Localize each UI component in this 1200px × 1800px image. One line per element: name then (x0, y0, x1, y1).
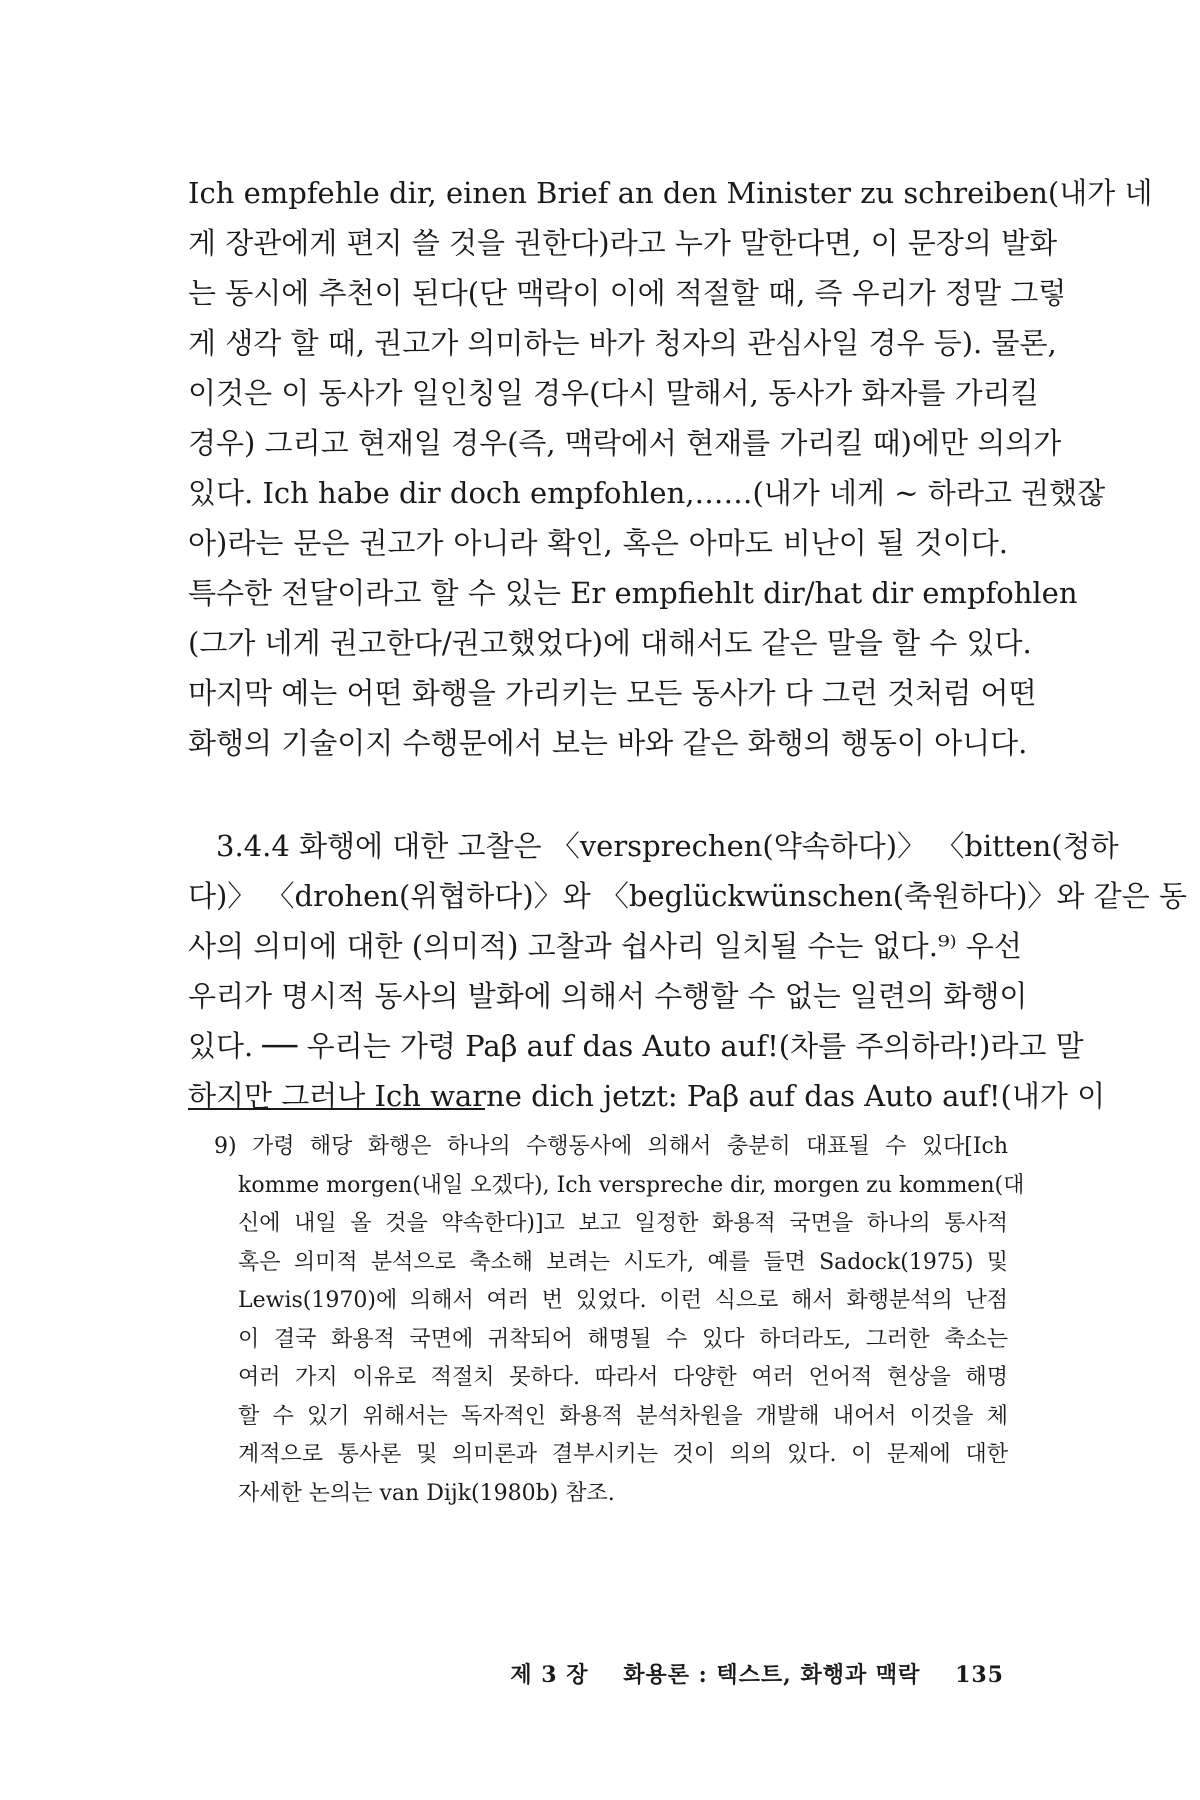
text-line: Ich empfehle dir, einen Brief an den Minister zu schreiben(내가 네 (188, 176, 1153, 210)
text-line: 우리가 명시적 동사의 발화에 의해서 수행할 수 없는 일련의 화행이 (188, 979, 1028, 1013)
chapter-label: 제 3 장 (510, 1662, 589, 1688)
footnote-line: 이 결국 화용적 국면에 귀착되어 해명될 수 있다 하더라도, 그러한 축소는 (238, 1326, 1008, 1352)
text-line: (그가 네게 권고한다/권고했었다)에 대해서도 같은 말을 할 수 있다. (188, 626, 1032, 660)
text-line: 게 장관에게 편지 쓸 것을 권한다)라고 누가 말한다면, 이 문장의 발화 (188, 226, 1058, 260)
paragraph-2 (188, 821, 1187, 1121)
page-number: 135 (955, 1662, 1004, 1688)
text-line: 는 동시에 추천이 된다(단 맥락이 이에 적절할 때, 즉 우리가 정말 그렇 (188, 276, 1067, 310)
running-footer (510, 1658, 1004, 1689)
footnote-line: 혹은 의미적 분석으로 축소해 보려는 시도가, 예를 들면 Sadock(1975) 및 (238, 1249, 1008, 1275)
text-line: 경우) 그리고 현재일 경우(즉, 맥락에서 현재를 가리킬 때)에만 의의가 (188, 426, 1062, 460)
chapter-title: 화용론 : 텍스트, 화행과 맥락 (623, 1662, 921, 1688)
text-line: 마지막 예는 어떤 화행을 가리키는 모든 동사가 다 그런 것처럼 어떤 (188, 676, 1037, 710)
text-line: 게 생각 할 때, 권고가 의미하는 바가 청자의 관심사일 경우 등). 물론, (188, 326, 1057, 360)
text-line: 아)라는 문은 권고가 아니라 확인, 혹은 아마도 비난이 될 것이다. (188, 526, 1008, 560)
footnote-9 (214, 1128, 1025, 1513)
footnote-line: 할 수 있기 위해서는 독자적인 화용적 분석차원을 개발해 내어서 이것을 체 (238, 1403, 1008, 1429)
footnote-body (214, 1167, 1025, 1514)
footnote-line: 계적으로 통사론 및 의미론과 결부시키는 것이 의의 있다. 이 문제에 대한 (238, 1442, 1008, 1467)
footnote-line: Lewis(1970)에 의해서 여러 번 있었다. 이런 식으로 해서 화행분석의 난점 (238, 1288, 1008, 1313)
footnote-divider (188, 1108, 485, 1110)
text-line: 있다. Ich habe dir doch empfohlen,……(내가 네게 ~ 하라고 권했잖 (188, 476, 1106, 510)
paragraph-1 (188, 168, 1153, 768)
text-line: 하지만 그러나 Ich warne dich jetzt: Paβ auf das Auto auf!(내가 이 (188, 1079, 1106, 1113)
text-line: 있다. ── 우리는 가령 Paβ auf das Auto auf!(차를 주의하라!)라고 말 (188, 1029, 1084, 1063)
footnote-line: 여러 가지 이유로 적절치 못하다. 따라서 다양한 여러 언어적 현상을 해명 (238, 1365, 1008, 1390)
text-line: 화행의 기술이지 수행문에서 보는 바와 같은 화행의 행동이 아니다. (188, 726, 1028, 760)
footnote-marker: 9) (214, 1134, 237, 1159)
footnote-line: komme morgen(내일 오겠다), Ich verspreche dir, morgen zu kommen(대 (238, 1172, 1025, 1198)
text-line: 다)〉 〈drohen(위협하다)〉와 〈beglückwünschen(축원하다)〉와 같은 동 (188, 879, 1187, 913)
text-line: 특수한 전달이라고 할 수 있는 Er empfiehlt dir/hat dir empfohlen (188, 576, 1078, 610)
text-line: 이것은 이 동사가 일인칭일 경우(다시 말해서, 동사가 화자를 가리킬 (188, 376, 1039, 410)
footnote-line: 신에 내일 올 것을 약속한다)]고 보고 일정한 화용적 국면을 하나의 통사적 (238, 1211, 1008, 1236)
text-line: 사의 의미에 대한 (의미적) 고찰과 쉽사리 일치될 수는 없다.⁹⁾ 우선 (188, 929, 1022, 963)
main-text (188, 168, 1187, 1121)
footnote-text: 가령 해당 화행은 하나의 수행동사에 의해서 충분히 대표될 수 있다[Ich (251, 1134, 1008, 1159)
footnote-line: 자세한 논의는 van Dijk(1980b) 참조. (238, 1480, 615, 1506)
footnote-line (214, 1128, 1008, 1167)
section-heading-line: 3.4.4 화행에 대한 고찰은 〈versprechen(약속하다)〉 〈bitten(청하 (216, 829, 1119, 863)
